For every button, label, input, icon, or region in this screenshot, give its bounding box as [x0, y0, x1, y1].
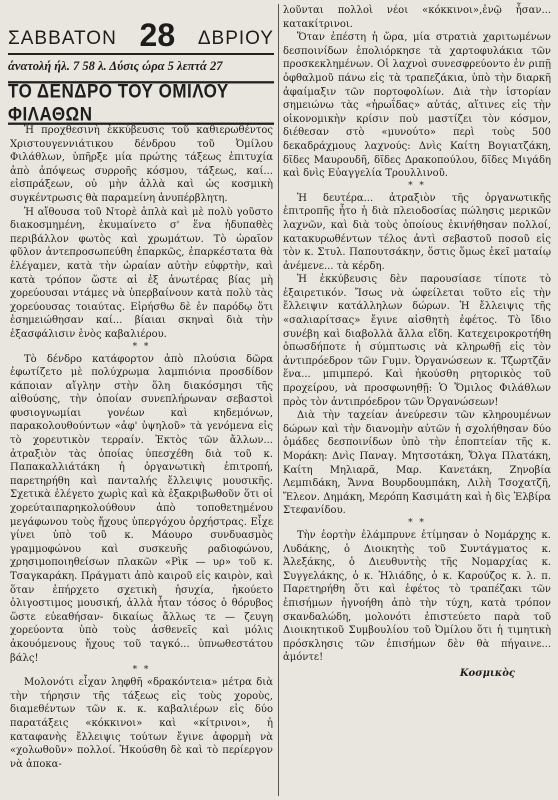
article-paragraph: λοῦνται πολλοὶ νέοι «κόκκινοι»,ἐνῷ ἦσαν... κατακίτρινοι.: [283, 5, 551, 30]
masthead-date-row: [8, 14, 274, 53]
article-paragraph: Μολονότι εἶχαν ληφθῆ «δρακόντεια» μέτρα διὰ τὴν τήρησιν τῆς τάξεως εἰς τοὺς χοροὺς, διαμεθέντων τῶν κ. κ. καβαλιέρων εἰς δύο παρατάξεις «κόκκινοι» καὶ «κίτρινοι», ἡ καταφανὴς ἔλλειψις τούτων ἔγινε ἀφορμὴ νὰ «χολωθοῦν» πολλοί. Ἠκούσθη δὲ καὶ τὸ περίεργον νὰ ἀποκα-: [10, 677, 273, 770]
left-column: [10, 124, 273, 771]
article-paragraph: Τὴν ἐορτὴν ἐλάμπρυνε ἐτίμησαν ὁ Νομάρχης κ. Λυδάκης, ὁ Διοικητὴς τοῦ Συντάγματος κ. Ἀλεξάκης, ὁ Διευθυντὴς τῆς Νομαρχίας κ. Συγγελάκης, ὁ κ. Ἠλιάδης, ὁ κ. Καρούζος κ. λ. π. Παρετηρήθη ὅτι καὶ ἐφέτος τὸ τραπέζακι τῶν ἐπισήμων ἠγνοήθη ἀπὸ τὴν τύχη, κατὰ τρόπον σκανδαλώδη, μολονότι ἐπιστεύετο παρὰ τοῦ Διοικητικοῦ Συμβουλίου τοῦ Ὀμίλου ὅτι ἡ τιμητικὴ πρόσκλησις τῶν ἐπισήμων δὲν θὰ πήγαινε... ἀμόντε!: [283, 529, 551, 664]
masthead: [8, 14, 274, 74]
section-separator: * *: [132, 665, 151, 676]
sunrise-sunset-line: άνατολή ήλ. 7 58 λ. Δύσις ώρα 5 λεπτά 27: [8, 59, 223, 73]
article-paragraph: Ἡ αἴθουσα τοῦ Ντορὲ ἁπλὰ καὶ μὲ πολὺ γοῦστο διακοσμημένη, ἐκυμαίνετο σ' ἕνα ἡδυπαθὲς περιβάλλον φωτὸς καὶ χρωμάτων. Τὸ ὡραῖον φῦλον ἀντεπροσωπεύθη ἐπαρκῶς, ἐπαρκέστατα θὰ ἐλέγαμεν, κατὰ τὴν ὡραίαν αὐτὴν εὐφρτὴν, καὶ κατὰ τρόπον ὥστε αἱ ἐξ ἀνωτέρας βίας μὴ χορεύουσαι ντάμες νὰ ὑπερβαίνουν κατὰ πολὺ τὰς χορεύουσας τοιαύτας. Εἰρήσθω δὲ ἐν παρόδῳ ὅτι ἐσημειώθησαν καί... βίαιαι σκηναὶ διὰ τὴν ἐξασφάλισιν ἑνὸς καβαλιέρου.: [10, 206, 273, 340]
article-paragraph: Ἡ δευτέρα... ἀτραξιὸν τῆς ὀργανωτικῆς ἐπιτροπῆς ἦτο ἡ διὰ πλειοδοσίας πώλησις μερικῶν λαχνῶν, καὶ διὰ τοὺς ὁποίους ἐκινήθησαν πολλοί, κατακυρωθέντων τέλος ἀντὶ σεβαστοῦ ποσοῦ εἰς τὸν κ. Στυλ. Παπουτσάκην, ὅστις ὅμως ἐκεῖ ματαίῳ ἀνέμενε... τὰ κέρδη.: [283, 192, 551, 272]
right-column-body: [283, 4, 551, 665]
section-separator: * *: [408, 517, 426, 528]
article-paragraph: Ὅταν ἐπέστη ἡ ὥρα, μία στρατιὰ χαριτωμένων δεσποινίδων ἐπολιόρκησε τὰ χαρτοφυλάκια τῶν προσκεκλημένων. Οἱ λαχνοὶ συνεσφρεύοντο ἐν ριπῇ ὀφθαλμοῦ πάνω εἰς τὰ τραπεζάκια, ὑπὸ τὴν διαρκῆ ἀφαίμαξιν τῶν πορτοφολίων. Διὰ τὴν ἱστορίαν σημειώνω τὰς «ἡρωΐδας» αὐτάς, αἵτινες εἰς τὴν οἰκονομικὴν κρίσιν ποὺ μαστίζει τὸν κόσμον, διέθεσαν στὸ «μυνούτο» περὶ τοὺς 500 δεκαδράχμους λαχνούς: Δνὶς Καίτη Βογιατζάκη, δῖδες Μαυρουδῆ, δῖδες Δρακοπούλου, δῖδες Μιγάδη καὶ δνὶς Εὐαγγελία Τρουλλινοῦ.: [283, 32, 551, 180]
article-paragraph: Τὸ δένδρο κατάφορτον ἀπὸ πλούσια δῶρα ἐφωτίζετο μὲ πολύχρωμα λαμπιόνια προσδίδον κάποιαν αἴγλην στὴν ὅλη διακόσμησι τῆς αἰθούσης, τὴν ὁποίαν συνεπλήρωναν σεβαστοὶ φυσιογνωμίαι γονέων καὶ κηδεμόνων, παρακολουθούντων «ἀφ' ὑψηλοῦ» τὰ γενόμενα εἰς τὸ χορευτικὸν τερραίν. Ἐκτὸς τῶν ἄλλων... ἀτραξιὸν τὰς ὁποίας ὑπεσχέθη διὰ τοῦ κ. Παπακαλλιάτάκη ἡ ὀργανωτικὴ ἐπιτροπή, παρετηρήθη καὶ πανταλής ἔλλειψις μουσικῆς. Σχετικὰ ἐλέγετο χωρὶς καὶ κὰ ἐξακριβωθοῦν ὅτι οἱ χορεύταιπαρηκολούθουν ἀπὸ τοποθετημένου μεγάφωνου τοὺς ἤχους ὑπεργόχου ὀρχήστρας. Εἶχε γίνει ὑπὸ τοῦ κ. Μάουρο συνδυασμὸς γραμμοφώνου καὶ συσκευῆς ραδιοφώνου, χρησιμοποιηθείσων πλακῶν «Ρὶκ — υρ» τοῦ κ. Τσαγκαράκη. Πράγματι ἀπὸ καιροῦ εἰς καιρὸν, καὶ ὅταν ἐπήρχετο σχετικὴ ἡσυχία, ἠκούετο ὀλιγοστιμος μουσική, ἀλλὰ ἦταν τόσος ὁ θόρυβος ὥστε εὐεαθήσαν- δικαίως ἄλλως τε — ζευγη χορεύοντα ὑπὸ τοὺς ἀσθενεῖς καὶ μόλις ἀκουόμενους ἤχους τοῦ ταγκό... ὑπνωθεστάτου βάλς!: [10, 353, 273, 664]
right-column: [283, 4, 551, 681]
column-divider: [278, 4, 279, 796]
section-separator: * *: [408, 180, 426, 191]
weekday: ΣΑΒΒΑΤΟΝ: [8, 28, 117, 49]
article-headline: ΤΟ ΔΕΝΔΡΟ ΤΟΥ ΟΜΙΛΟΥ ΦΙΛΑΘΩΝ: [8, 81, 274, 125]
article-paragraph: Ἡ ἐκκύβευσις δὲν παρουσίασε τίποτε τὸ ἐξαιρετικόν. Ἴσως νὰ ὠφείλεται τοῦτο εἰς τὴν ἔλλειψιν κατάλληλων δώρων. Ἡ ἔλλειψις τῆς «σαλιαρίτσας» ἔγινε αἰσθητὴ ἐφέτος. Τὸ ἴδιο συνέβη καὶ διαβολλὰ ἄλλα εἴδη. Κατεχειροκροτήθη ὁπωσδήποτε ἡ σύμπτωσις νὰ κληρωθῇ εἰς τὸν ἀντιπρόεδρον τῶν Γυμν. Ὀργανώσεων κ. Τζωρτζᾶν ἕνα... μπιμπερό. Καὶ ἠκούσθη ρητορικὸς τοῦ προχείρου, νὰ προσφωνηθῇ: Ὁ Ὅμιλος Φιλάθλων πρὸς τὸν ἀντιπρόεδρον τῶν Ὀργανώσεων!: [283, 274, 551, 408]
month: ΔΒΡΙΟΥ: [197, 28, 274, 49]
article-paragraph: Διὰ τὴν ταχείαν ἀνεύρεσιν τῶν κληρουμένων δώρων καὶ τὴν διανομὴν αὐτῶν ἡ σχολήθησαν δύο ὁμάδες δεσποινίδων ὑπὸ τὴν ἐποπτείαν τῆς κ. Μοράκη: Δνὶς Παναγ. Μητσοτάκη, Ὄλγα Πλατάκη, Καίτη Μηλιαρᾶ, Μαρ. Κανετάκη, Ζηνοβία Λεμπιδάκη, Ἄννα Βουρδουμπάκη, Λιλὴ Τσοχατζῆ, Ἔλεον. Δημάκη, Μερόπη Κασιμάτη καὶ ἡ δὶς Ἐλβίρα Στεφανίδου.: [283, 410, 551, 517]
day-number: 28: [139, 17, 176, 53]
section-separator: * *: [132, 341, 151, 352]
masthead-rule: [8, 53, 274, 55]
author-signature: Κοσμικὸς: [459, 667, 515, 679]
article-paragraph: Ἡ προχθεσινὴ ἐκκύβευσις τοῦ καθιερωθέντος Χριστουγεννιάτικου δένδρου τοῦ Ὀμίλου Φιλάθλων, ὑπῆρξε μία πρώτης τάξεως ἐπιτυχία ἀπὸ ἀπόψεως συρροῆς κόσμου, τάξεως, καί... εἰσπράξεων, οὐ μὴν ἀλλὰ καὶ ὡς κοσμικὴ συγκέντρωσις θὰ παραμείνη ἀνυπέρβλητη.: [10, 125, 273, 204]
